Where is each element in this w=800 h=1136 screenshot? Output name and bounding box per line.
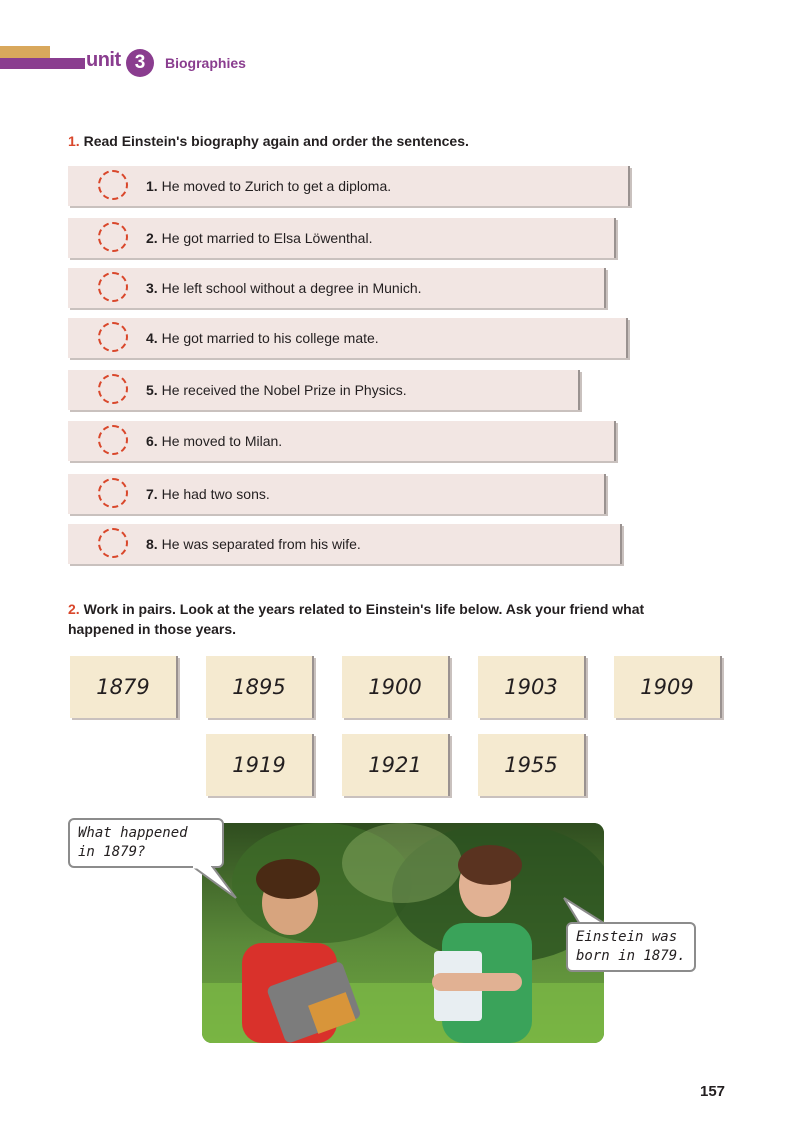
students-photo — [202, 823, 604, 1043]
sentence-text-4: 4. He got married to his college mate. — [146, 330, 379, 346]
exercise-2-instruction-line1: Work in pairs. Look at the years related to Einstein's life below. Ask your friend what — [83, 601, 645, 617]
question-speech-bubble — [68, 818, 224, 868]
order-answer-circle-7[interactable] — [98, 478, 128, 508]
header-accent-bar — [0, 46, 50, 58]
exercise-2-number: 2. — [68, 601, 80, 617]
order-answer-circle-3[interactable] — [98, 272, 128, 302]
exercise-1-number: 1. — [68, 133, 80, 149]
order-answer-circle-4[interactable] — [98, 322, 128, 352]
unit-label: unit — [86, 49, 121, 71]
exercise-1-instruction: Read Einstein's biography again and order the sentences. — [83, 133, 469, 149]
exercise-1-heading — [68, 131, 469, 151]
sentence-strip-6 — [68, 421, 616, 461]
students-illustration — [202, 823, 604, 1043]
answer-speech-bubble — [566, 922, 696, 972]
year-card-1909: 1909 — [614, 656, 722, 718]
exercise-2-heading — [68, 599, 644, 639]
order-answer-circle-8[interactable] — [98, 528, 128, 558]
year-card-1955: 1955 — [478, 734, 586, 796]
order-answer-circle-5[interactable] — [98, 374, 128, 404]
sentence-text-2: 2. He got married to Elsa Löwenthal. — [146, 230, 373, 246]
sentence-text-1: 1. He moved to Zurich to get a diploma. — [146, 178, 392, 194]
order-answer-circle-2[interactable] — [98, 222, 128, 252]
question-bubble-tail — [190, 866, 240, 902]
header-bar — [0, 58, 85, 69]
sentence-strip-7 — [68, 474, 606, 514]
sentence-strip-3 — [68, 268, 606, 308]
question-line-2: in 1879? — [78, 844, 146, 860]
year-card-1895: 1895 — [206, 656, 314, 718]
year-card-1919: 1919 — [206, 734, 314, 796]
question-line-1: What happened — [78, 825, 188, 841]
sentence-strip-5 — [68, 370, 580, 410]
sentence-strip-2 — [68, 218, 616, 258]
sentence-strip-1 — [68, 166, 630, 206]
order-answer-circle-6[interactable] — [98, 425, 128, 455]
sentence-text-6: 6. He moved to Milan. — [146, 433, 283, 449]
year-card-1879: 1879 — [70, 656, 178, 718]
order-answer-circle-1[interactable] — [98, 170, 128, 200]
year-card-1921: 1921 — [342, 734, 450, 796]
exercise-2-instruction-line2: happened in those years. — [68, 621, 237, 637]
unit-number-badge: 3 — [126, 49, 154, 77]
sentence-text-8: 8. He was separated from his wife. — [146, 536, 361, 552]
sentence-strip-8 — [68, 524, 622, 564]
answer-line-1: Einstein was — [576, 929, 678, 945]
year-card-1903: 1903 — [478, 656, 586, 718]
unit-title: Biographies — [165, 55, 246, 71]
sentence-text-5: 5. He received the Nobel Prize in Physics. — [146, 382, 407, 398]
sentence-strip-4 — [68, 318, 628, 358]
sentence-text-3: 3. He left school without a degree in Munich. — [146, 280, 422, 296]
year-card-1900: 1900 — [342, 656, 450, 718]
answer-line-2: born in 1879. — [576, 948, 686, 964]
sentence-text-7: 7. He had two sons. — [146, 486, 270, 502]
page-number: 157 — [700, 1083, 726, 1100]
